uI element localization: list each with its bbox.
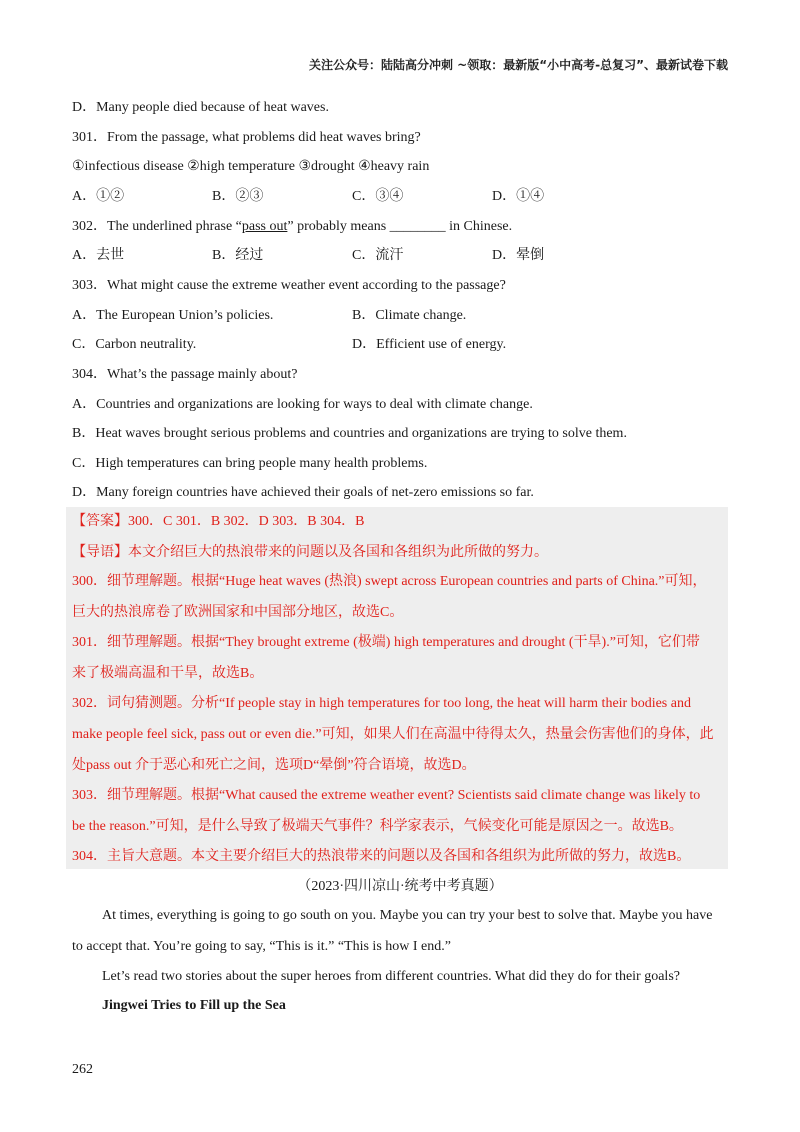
answer-300-line1: 300．细节理解题。根据“Huge heat waves (热浪) swept across European countries and parts of China.”可知， xyxy=(72,574,707,589)
q304-option-a: A．Countries and organizations are looking for ways to deal with climate change. xyxy=(72,397,533,412)
q304-option-c: C．High temperatures can bring people many health problems. xyxy=(72,456,428,471)
q304-option-b: B．Heat waves brought serious problems and countries and organizations are trying to solve them. xyxy=(72,426,627,441)
answer-303-line1: 303．细节理解题。根据“What caused the extreme weather event? Scientists said climate change was likely to xyxy=(72,788,701,803)
answer-key: 【答案】300．C 301．B 302．D 303．B 304．B xyxy=(72,514,365,529)
q302-stem xyxy=(72,217,512,237)
answer-intro: 【导语】本文介绍巨大的热浪带来的问题以及各国和各组织为此所做的努力。 xyxy=(72,545,548,560)
q303-stem: 303．What might cause the extreme weather event according to the passage? xyxy=(72,278,506,293)
passage-p1-line1: At times, everything is going to go south on you. Maybe you can try your best to solve that. Maybe you have xyxy=(102,908,713,923)
q303-option-c: C．Carbon neutrality. xyxy=(72,337,197,352)
q300-option-d: D．Many people died because of heat waves. xyxy=(72,100,329,115)
answer-301-line2: 来了极端高温和干旱，故选B。 xyxy=(72,666,264,681)
answer-301-line1: 301．细节理解题。根据“They brought extreme (极端) high temperatures and drought (干旱).”可知，它们带 xyxy=(72,635,700,650)
q304-option-d: D．Many foreign countries have achieved their goals of net-zero emissions so far. xyxy=(72,485,534,500)
source-note: （2023·四川凉山·统考中考真题） xyxy=(297,879,503,894)
q302-option-d: D．晕倒 xyxy=(492,248,545,263)
q303-option-a: A．The European Union’s policies. xyxy=(72,308,274,323)
q303-option-d: D．Efficient use of energy. xyxy=(352,337,507,352)
passage-p1-line2: to accept that. You’re going to say, “This is it.” “This is how I end.” xyxy=(72,939,451,954)
passage-p2: Let’s read two stories about the super heroes from different countries. What did they do for their goals? xyxy=(102,969,680,984)
q301-option-d: D．①④ xyxy=(492,189,545,204)
answer-302-line1: 302．词句猜测题。分析“If people stay in high temperatures for too long, the heat will harm their bodies and xyxy=(72,696,691,711)
q302-underlined-phrase: pass out xyxy=(241,219,288,234)
story-title: Jingwei Tries to Fill up the Sea xyxy=(102,998,286,1013)
q303-option-b: B．Climate change. xyxy=(352,308,467,323)
q301-items: ①infectious disease ②high temperature ③drought ④heavy rain xyxy=(72,159,430,174)
q301-stem: 301．From the passage, what problems did heat waves bring? xyxy=(72,130,421,145)
answer-300-line2: 巨大的热浪席卷了欧洲国家和中国部分地区，故选C。 xyxy=(72,605,404,620)
q301-option-c: C．③④ xyxy=(352,189,404,204)
answer-303-line2: be the reason.”可知，是什么导致了极端天气事件？科学家表示，气候变化可能是原因之一。故选B。 xyxy=(72,819,683,834)
q304-stem: 304．What’s the passage mainly about? xyxy=(72,367,298,382)
q302-stem-post: ” probably means ________ in Chinese. xyxy=(287,219,513,234)
q302-stem-pre: 302．The underlined phrase “ xyxy=(72,219,242,234)
q301-option-b: B．②③ xyxy=(212,189,264,204)
answer-304: 304．主旨大意题。本文主要介绍巨大的热浪带来的问题以及各国和各组织为此所做的努力，故选B。 xyxy=(72,849,691,864)
answer-302-line3: 处pass out 介于恶心和死亡之间，选项D“晕倒”符合语境，故选D。 xyxy=(72,758,476,773)
q302-option-c: C．流汗 xyxy=(352,248,404,263)
page-header: 关注公众号：陆陆高分冲刺 ~领取：最新版“小中高考-总复习”、最新试卷下载 xyxy=(309,58,728,72)
page-number: 262 xyxy=(72,1062,93,1077)
q301-option-a: A．①② xyxy=(72,189,125,204)
q302-option-b: B．经过 xyxy=(212,248,264,263)
answer-302-line2: make people feel sick, pass out or even die.”可知，如果人们在高温中待得太久，热量会伤害他们的身体，此 xyxy=(72,727,714,742)
q302-option-a: A．去世 xyxy=(72,248,125,263)
